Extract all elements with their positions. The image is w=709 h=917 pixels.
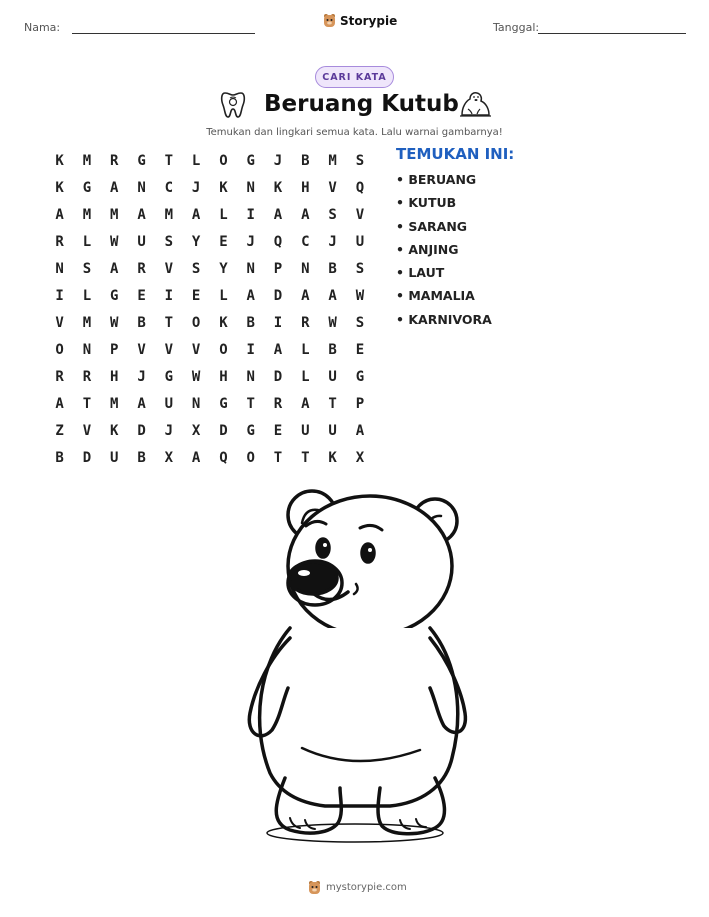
grid-row [46, 363, 374, 390]
footer-url[interactable]: mystorypie.com [326, 882, 407, 893]
grid-letter[interactable]: U [110, 449, 119, 466]
grid-letter[interactable]: Y [219, 260, 228, 277]
grid-letter[interactable]: O [246, 449, 255, 466]
name-label: Nama: [24, 21, 61, 34]
word-list-item: • KUTUB [396, 195, 457, 211]
grid-letter[interactable]: E [219, 233, 228, 250]
grid-letter[interactable]: Y [191, 233, 201, 250]
grid-letter[interactable]: G [137, 152, 146, 169]
grid-letter[interactable]: G [82, 179, 92, 196]
grid-letter[interactable]: K [55, 152, 64, 169]
grid-letter[interactable]: K [328, 449, 337, 466]
grid-letter[interactable]: U [164, 395, 174, 412]
grid-letter[interactable]: A [110, 260, 119, 277]
grid-row [46, 417, 374, 444]
grid-letter[interactable]: S [164, 233, 174, 250]
grid-letter[interactable]: X [164, 449, 174, 466]
grid-letter[interactable]: J [191, 179, 201, 196]
grid-letter[interactable]: B [137, 449, 146, 466]
grid-letter[interactable]: R [55, 368, 64, 385]
grid-letter[interactable]: T [273, 449, 283, 466]
grid-letter[interactable]: A [191, 206, 201, 223]
word-list-item: • LAUT [396, 265, 445, 281]
grid-row [46, 282, 374, 309]
grid-letter[interactable]: A [137, 206, 146, 223]
grid-letter[interactable]: L [82, 233, 92, 250]
grid-letter[interactable]: S [328, 206, 337, 223]
tooth-icon [220, 90, 246, 120]
grid-letter[interactable]: L [301, 368, 310, 385]
grid-row [46, 255, 374, 282]
date-field-line[interactable] [538, 33, 686, 34]
grid-letter[interactable]: G [164, 368, 174, 385]
grid-letter[interactable]: A [301, 287, 310, 304]
grid-letter[interactable]: J [137, 368, 146, 385]
grid-letter[interactable]: J [273, 152, 283, 169]
grid-letter[interactable]: R [273, 395, 283, 412]
grid-letter[interactable]: T [164, 152, 174, 169]
grid-letter[interactable]: J [246, 233, 255, 250]
storypie-logo-icon [323, 13, 336, 28]
grid-row [46, 336, 374, 363]
grid-row [46, 228, 374, 255]
grid-letter[interactable]: N [55, 260, 64, 277]
grid-letter[interactable]: G [246, 152, 255, 169]
grid-letter[interactable]: W [191, 368, 201, 385]
brand [323, 13, 397, 28]
grid-letter[interactable]: R [55, 233, 64, 250]
grid-letter[interactable]: V [55, 314, 64, 331]
grid-row [46, 309, 374, 336]
grid-letter[interactable]: T [301, 449, 310, 466]
grid-letter[interactable]: P [110, 341, 119, 358]
grid-letter[interactable]: R [82, 368, 92, 385]
grid-letter[interactable]: L [219, 287, 228, 304]
grid-letter[interactable]: J [164, 422, 174, 439]
grid-letter[interactable]: I [246, 341, 255, 358]
grid-letter[interactable]: N [246, 179, 255, 196]
grid-letter[interactable]: B [137, 314, 146, 331]
storypie-logo-icon [308, 880, 321, 895]
grid-letter[interactable]: U [328, 368, 337, 385]
grid-letter[interactable]: V [164, 341, 174, 358]
grid-letter[interactable]: M [110, 206, 119, 223]
grid-letter[interactable]: A [246, 287, 255, 304]
word-list-item: • ANJING [396, 241, 459, 257]
grid-letter[interactable]: E [137, 287, 146, 304]
grid-letter[interactable]: A [328, 287, 337, 304]
grid-letter[interactable]: D [219, 422, 228, 439]
grid-letter[interactable]: W [328, 314, 337, 331]
category-badge: CARI KATA [315, 66, 394, 88]
grid-letter[interactable]: B [246, 314, 255, 331]
grid-letter[interactable]: D [82, 449, 92, 466]
grid-letter[interactable]: B [328, 341, 337, 358]
grid-letter[interactable]: W [355, 287, 365, 304]
grid-letter[interactable]: X [191, 422, 201, 439]
word-list-item: • BERUANG [396, 172, 477, 187]
grid-letter[interactable]: K [219, 314, 228, 331]
grid-letter[interactable]: S [355, 314, 365, 331]
grid-letter[interactable]: Q [355, 179, 365, 196]
word-list-item: • MAMALIA [396, 288, 475, 304]
grid-letter[interactable]: O [55, 341, 64, 358]
grid-letter[interactable]: M [328, 152, 337, 169]
word-list-item: • SARANG [396, 218, 468, 234]
grid-letter[interactable]: E [355, 341, 365, 358]
grid-letter[interactable]: S [191, 260, 201, 277]
grid-letter[interactable]: A [137, 395, 146, 412]
grid-letter[interactable]: J [328, 233, 337, 250]
grid-letter[interactable]: C [164, 179, 174, 196]
grid-letter[interactable]: V [191, 341, 201, 358]
grid-letter[interactable]: B [55, 449, 64, 466]
grid-letter[interactable]: Z [55, 422, 64, 439]
grid-letter[interactable]: D [273, 368, 283, 385]
grid-letter[interactable]: L [82, 287, 92, 304]
grid-letter[interactable]: O [191, 314, 201, 331]
grid-row [46, 201, 374, 228]
grid-letter[interactable]: B [301, 152, 310, 169]
grid-letter[interactable]: I [55, 287, 64, 304]
grid-letter[interactable]: V [137, 341, 146, 358]
grid-letter[interactable]: T [164, 314, 174, 331]
grid-letter[interactable]: Q [219, 449, 228, 466]
grid-letter[interactable]: V [328, 179, 337, 196]
word-list [396, 172, 492, 335]
grid-letter[interactable]: S [82, 260, 92, 277]
grid-letter[interactable]: X [355, 449, 365, 466]
grid-letter[interactable]: E [191, 287, 201, 304]
polar-bear-illustration [230, 488, 480, 848]
grid-letter[interactable]: I [273, 314, 283, 331]
date-label: Tanggal: [493, 21, 540, 34]
grid-letter[interactable]: H [110, 368, 119, 385]
grid-letter[interactable]: I [164, 287, 174, 304]
grid-letter[interactable]: M [82, 152, 92, 169]
grid-letter[interactable]: V [355, 206, 365, 223]
grid-letter[interactable]: A [55, 206, 64, 223]
grid-letter[interactable]: R [301, 314, 310, 331]
grid-letter[interactable]: N [301, 260, 310, 277]
grid-letter[interactable]: B [328, 260, 337, 277]
grid-letter[interactable]: M [164, 206, 174, 223]
grid-letter[interactable]: W [110, 314, 119, 331]
footer [308, 880, 407, 895]
grid-letter[interactable]: D [137, 422, 146, 439]
grid-letter[interactable]: A [191, 449, 201, 466]
grid-letter[interactable]: P [273, 260, 283, 277]
grid-letter[interactable]: A [273, 341, 283, 358]
grid-letter[interactable]: R [137, 260, 146, 277]
grid-letter[interactable]: A [273, 206, 283, 223]
grid-letter[interactable]: K [110, 422, 119, 439]
grid-letter[interactable]: R [110, 152, 119, 169]
grid-letter[interactable]: A [55, 395, 64, 412]
grid-letter[interactable]: T [82, 395, 92, 412]
grid-letter[interactable]: T [328, 395, 337, 412]
grid-letter[interactable]: L [301, 341, 310, 358]
grid-letter[interactable]: A [301, 206, 310, 223]
grid-letter[interactable]: H [219, 368, 228, 385]
grid-letter[interactable]: V [164, 260, 174, 277]
grid-letter[interactable]: K [55, 179, 64, 196]
grid-letter[interactable]: G [355, 368, 365, 385]
grid-letter[interactable]: A [355, 422, 365, 439]
grid-letter[interactable]: W [110, 233, 119, 250]
grid-row [46, 174, 374, 201]
grid-letter[interactable]: T [246, 395, 255, 412]
grid-letter[interactable]: V [82, 422, 92, 439]
grid-letter[interactable]: D [273, 287, 283, 304]
word-search-grid [46, 147, 374, 471]
grid-letter[interactable]: H [301, 179, 310, 196]
grid-letter[interactable]: G [110, 287, 119, 304]
grid-letter[interactable]: G [246, 422, 255, 439]
grid-letter[interactable]: I [246, 206, 255, 223]
grid-letter[interactable]: O [219, 152, 228, 169]
grid-letter[interactable]: N [137, 179, 146, 196]
grid-letter[interactable]: A [301, 395, 310, 412]
grid-letter[interactable]: U [328, 422, 337, 439]
grid-letter[interactable]: M [110, 395, 119, 412]
grid-letter[interactable]: M [82, 314, 92, 331]
grid-letter[interactable]: O [219, 341, 228, 358]
word-list-title: TEMUKAN INI: [396, 145, 515, 163]
grid-letter[interactable]: L [191, 152, 201, 169]
grid-row [46, 147, 374, 174]
grid-letter[interactable]: C [301, 233, 310, 250]
word-list-item: • KARNIVORA [396, 311, 492, 327]
grid-letter[interactable]: N [191, 395, 201, 412]
seal-icon [458, 89, 492, 119]
grid-letter[interactable]: K [273, 179, 283, 196]
grid-letter[interactable]: S [355, 152, 365, 169]
grid-letter[interactable]: E [273, 422, 283, 439]
grid-letter[interactable]: G [219, 395, 228, 412]
grid-letter[interactable]: U [137, 233, 146, 250]
grid-letter[interactable]: U [301, 422, 310, 439]
name-field-line[interactable] [72, 33, 255, 34]
grid-letter[interactable]: K [219, 179, 228, 196]
grid-letter[interactable]: M [82, 206, 92, 223]
instructions: Temukan dan lingkari semua kata. Lalu warnai gambarnya! [206, 127, 503, 138]
page-title: Beruang Kutub [264, 91, 459, 117]
grid-letter[interactable]: A [110, 179, 119, 196]
grid-row [46, 444, 374, 471]
grid-letter[interactable]: L [219, 206, 228, 223]
brand-name: Storypie [340, 13, 398, 28]
grid-letter[interactable]: S [355, 260, 365, 277]
grid-letter[interactable]: N [246, 260, 255, 277]
grid-letter[interactable]: N [82, 341, 92, 358]
grid-letter[interactable]: U [355, 233, 365, 250]
grid-letter[interactable]: N [246, 368, 255, 385]
grid-row [46, 390, 374, 417]
grid-letter[interactable]: Q [273, 233, 283, 250]
grid-letter[interactable]: P [355, 395, 365, 412]
